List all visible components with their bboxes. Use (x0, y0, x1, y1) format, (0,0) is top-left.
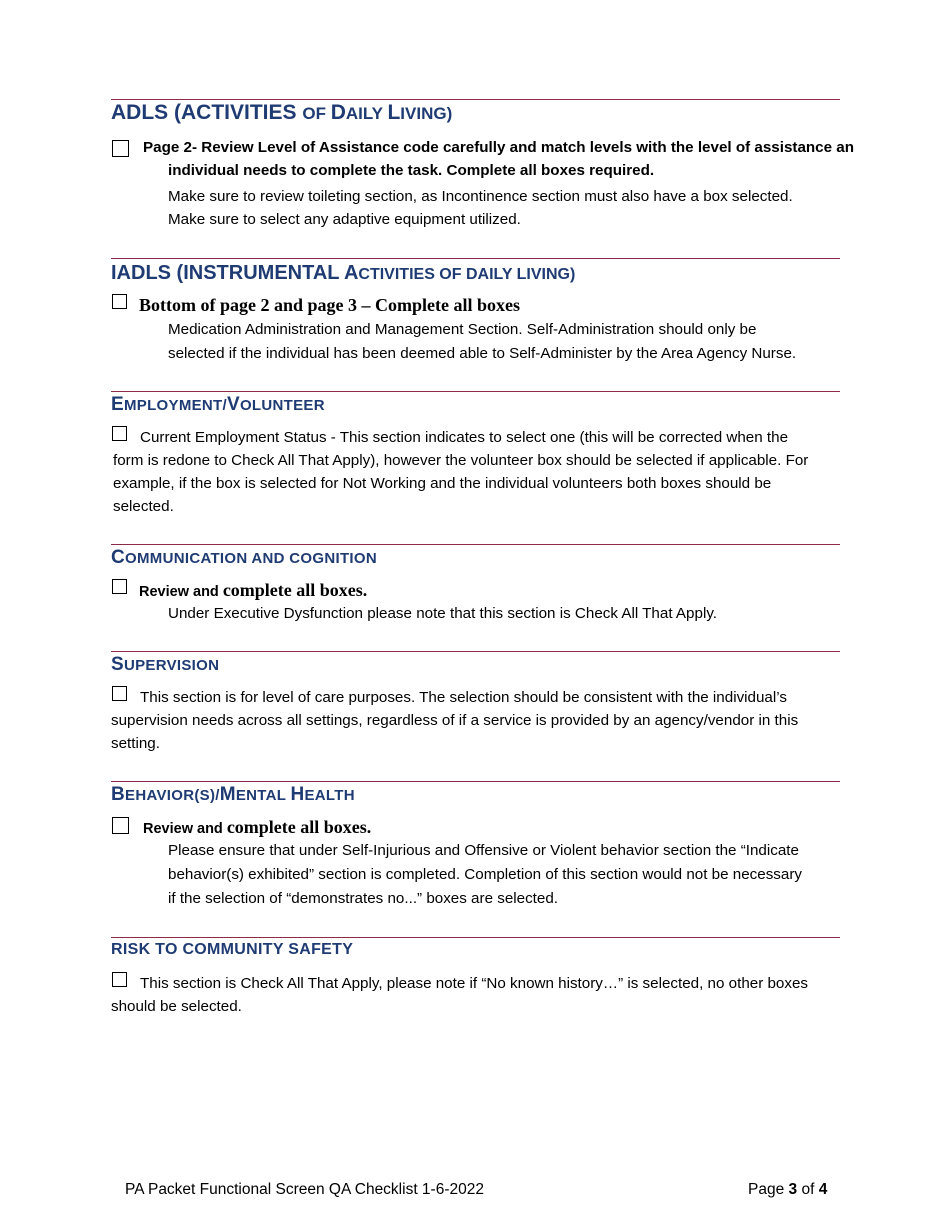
item-body-line: example, if the box is selected for Not Working and the individual volunteers both boxes should be (113, 475, 772, 492)
footer-doc-title: PA Packet Functional Screen QA Checklist 1-6-2022 (125, 1181, 484, 1198)
checkbox-behavior[interactable] (112, 817, 129, 834)
section-heading-risk: RISK TO COMMUNITY SAFETY (111, 941, 354, 958)
section-rule (111, 391, 840, 392)
footer-page-number: Page 3 of 4 (748, 1181, 828, 1198)
section-heading-employment: EMPLOYMENT/VOLUNTEER (111, 394, 325, 415)
section-rule (111, 651, 840, 652)
item-body-line: Make sure to select any adaptive equipment utilized. (168, 211, 521, 228)
section-heading-iadls: IADLS (INSTRUMENTAL ACTIVITIES OF DAILY LIVING) (111, 262, 576, 284)
section-heading-communication: COMMUNICATION AND COGNITION (111, 547, 377, 568)
item-body-line: supervision needs across all settings, regardless of if a service is provided by an agency/vendor in this (111, 712, 799, 729)
checkbox-adls[interactable] (112, 140, 129, 157)
item-body-line: Please ensure that under Self-Injurious and Offensive or Violent behavior section the “Indicate (168, 842, 799, 859)
item-body-line: Current Employment Status - This section indicates to select one (this will be corrected when the (140, 429, 789, 446)
item-body-line: Under Executive Dysfunction please note that this section is Check All That Apply. (168, 605, 718, 622)
section-heading-supervision: SUPERVISION (111, 654, 220, 675)
checkbox-risk[interactable] (112, 972, 127, 987)
section-rule (111, 937, 840, 938)
item-body-line: should be selected. (111, 998, 242, 1015)
item-body-line: selected. (113, 498, 174, 515)
item-title-line: Page 2- Review Level of Assistance code carefully and match levels with the level of assistance an (143, 139, 855, 156)
section-rule (111, 781, 840, 782)
item-body-line: Medication Administration and Management Section. Self-Administration should only be (168, 321, 757, 338)
checkbox-communication[interactable] (112, 579, 127, 594)
checkbox-employment[interactable] (112, 426, 127, 441)
item-title: Review and complete all boxes. (139, 580, 368, 600)
item-body-line: behavior(s) exhibited” section is completed. Completion of this section would not be necessary (168, 866, 802, 883)
item-body-line: form is redone to Check All That Apply), however the volunteer box should be selected if applicable. For (113, 452, 809, 469)
item-title: Review and complete all boxes. (143, 817, 372, 837)
checkbox-supervision[interactable] (112, 686, 127, 701)
item-body-line: selected if the individual has been deemed able to Self-Administer by the Area Agency Nurse. (168, 345, 797, 362)
item-body-line: setting. (111, 735, 160, 752)
item-title: Bottom of page 2 and page 3 – Complete all boxes (139, 295, 520, 315)
section-rule (111, 544, 840, 545)
item-body-line: This section is for level of care purposes. The selection should be consistent with the individual’s (140, 689, 787, 706)
section-heading-behavior: BEHAVIOR(S)/MENTAL HEALTH (111, 784, 355, 805)
item-title-line: individual needs to complete the task. Complete all boxes required. (168, 162, 655, 179)
item-body-line: Make sure to review toileting section, as Incontinence section must also have a box selected. (168, 188, 793, 205)
section-rule (111, 99, 840, 100)
checkbox-iadls[interactable] (112, 294, 127, 309)
item-body-line: if the selection of “demonstrates no...” boxes are selected. (168, 890, 559, 907)
section-heading-adls: ADLS (ACTIVITIES OF DAILY LIVING) (111, 101, 453, 124)
section-rule (111, 258, 840, 259)
item-body-line: This section is Check All That Apply, please note if “No known history…” is selected, no other boxes (140, 975, 809, 992)
